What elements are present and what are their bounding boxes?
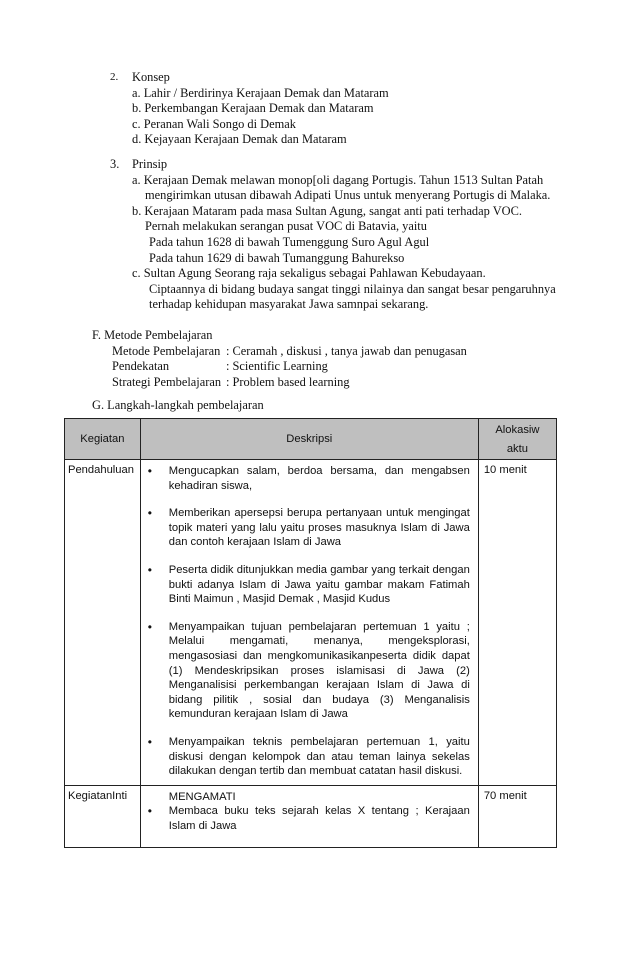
header-alokasi-line1: Alokasiw (495, 424, 540, 436)
section-f-row (92, 359, 328, 375)
bullet-icon: • (147, 506, 152, 521)
header-deskripsi: Deskripsi (140, 419, 478, 460)
list-item: • Mengucapkan salam, berdoa bersama, dan mengabsen kehadiran siswa, (147, 464, 470, 492)
bullet-icon: • (147, 804, 152, 819)
table-row (65, 785, 557, 848)
prinsip-list (132, 173, 572, 313)
prinsip-line: Ciptaannya di bidang budaya sangat tinggi nilainya dan sangat besar pengaruhnya (149, 281, 556, 296)
konsep-title: Konsep (132, 70, 170, 84)
learning-steps-table (64, 418, 557, 848)
prinsip-line: Pada tahun 1629 di bawah Tumanggung Bahurekso (149, 250, 405, 265)
konsep-list (132, 86, 552, 148)
section-f-key: Metode Pembelajaran (112, 343, 221, 358)
prinsip-line: b. Kerajaan Mataram pada masa Sultan Agung, sangat anti pati terhadap VOC. (132, 203, 522, 218)
konsep-number: 2. (110, 71, 119, 83)
prinsip-line: a. Kerajaan Demak melawan monop[oli dagang Portugis. Tahun 1513 Sultan Patah (132, 172, 544, 187)
prinsip-line: mengirimkan utusan dibawah Adipati Unus untuk menyerang Portugis di Malaka. (145, 188, 551, 203)
list-item: • Peserta didik ditunjukkan media gambar yang terkait dengan bukti adanya Islam di Jawa yaitu gambar makam Fatimah Binti Maimun , Masjid Demak , Masjid Kudus (147, 562, 470, 606)
row-time-pendahuluan: 10 menit (478, 460, 556, 786)
konsep-item: d. Kejayaan Kerajaan Demak dan Mataram (132, 132, 347, 147)
pendahuluan-list (141, 464, 478, 779)
bullet-icon: • (147, 464, 152, 478)
bullet-icon: • (147, 562, 152, 577)
section-f (92, 328, 467, 390)
row-label-pendahuluan: Pendahuluan (65, 460, 141, 786)
prinsip-line: Pernah melakukan serangan pusat VOC di Batavia, yaitu (145, 219, 427, 234)
inti-list (141, 804, 478, 833)
row-time-inti: 70 menit (478, 785, 556, 848)
list-item: • Menyampaikan tujuan pembelajaran pertemuan 1 yaitu ; Melalui mengamati, menanya, mengeksplorasi, mengasosiasi dan mengkomunikasikanpeserta didik dapat (1) Mendeskripsikan proses islamisasi di Jawa (2) Menganalisisi perkembangan kerajaan Islam di Jawa di bidang pilitik , sosial dan budaya (3) Menganalisis kemunduran kerajaan Islam di Jawa (147, 619, 470, 721)
konsep-item: a. Lahir / Berdirinya Kerajaan Demak dan Mataram (132, 85, 389, 100)
row-desc-pendahuluan (140, 460, 478, 786)
header-alokasi (478, 419, 556, 460)
section-g-title: G. Langkah-langkah pembelajaran (92, 398, 264, 412)
header-kegiatan: Kegiatan (65, 419, 141, 460)
section-f-key: Strategi Pembelajaran (112, 374, 222, 389)
prinsip-number: 3. (110, 157, 120, 171)
section-f-value: : Problem based learning (226, 374, 350, 389)
bullet-icon: • (147, 619, 152, 634)
prinsip-title: Prinsip (132, 157, 168, 171)
konsep-item: b. Perkembangan Kerajaan Demak dan Mataram (132, 101, 374, 116)
list-item: • Menyampaikan teknis pembelajaran pertemuan 1, yaitu diskusi dengan kelompok dan atau teman lainya sekelas dilakukan dengan tertib dan membuat catatan hasil diskusi. (147, 734, 470, 778)
prinsip-line: Pada tahun 1628 di bawah Tumenggung Suro Agul Agul (149, 234, 430, 249)
section-f-value: : Ceramah , diskusi , tanya jawab dan penugasan (226, 343, 467, 358)
section-f-title: F. Metode Pembelajaran (92, 328, 213, 342)
table-row (65, 460, 557, 786)
list-item: • Memberikan apersepsi berupa pertanyaan untuk mengingat topik materi yang lalu yaitu proses masuknya Islam di Jawa dan contoh kerajaan Islam di Jawa (147, 506, 470, 549)
row-label-inti: KegiatanInti (65, 785, 141, 848)
section-f-row (92, 374, 350, 391)
bullet-icon: • (147, 734, 152, 749)
section-f-row (92, 343, 467, 360)
row-desc-inti (140, 785, 478, 848)
header-alokasi-line2: aktu (506, 443, 528, 455)
konsep-item: c. Peranan Wali Songo di Demak (132, 116, 296, 131)
section-f-key: Pendekatan (112, 359, 170, 374)
table-header-row (65, 419, 557, 460)
section-f-value: : Scientific Learning (226, 359, 328, 374)
list-item: • Membaca buku teks sejarah kelas X tentang ; Kerajaan Islam di Jawa (147, 804, 470, 832)
inti-heading: MENGAMATI (168, 790, 236, 803)
prinsip-line: c. Sultan Agung Seorang raja sekaligus sebagai Pahlawan Kebudayaan. (132, 266, 486, 281)
prinsip-line: terhadap kehidupan masyarakat Jawa samnpai sekarang. (149, 297, 429, 312)
